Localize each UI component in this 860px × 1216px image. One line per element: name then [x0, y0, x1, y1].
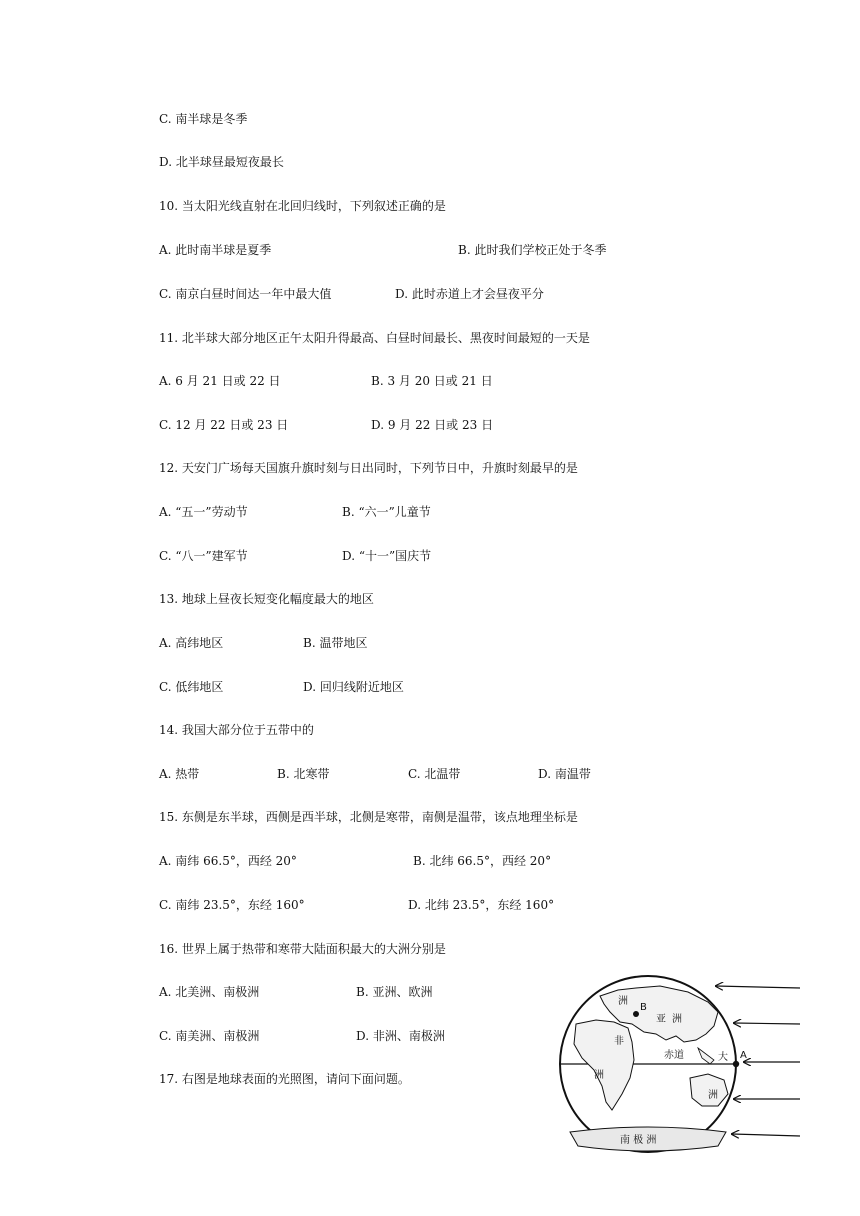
label-asia-2: 洲 [672, 1014, 682, 1025]
q11-option-c: C. 12 月 22 日或 23 日 [159, 418, 289, 432]
q12-stem: 12. 天安门广场每天国旗升旗时刻与日出同时，下列节日中，升旗时刻最早的是 [159, 461, 578, 475]
q11-option-a: A. 6 月 21 日或 22 日 [159, 374, 281, 388]
q13-stem: 13. 地球上昼夜长短变化幅度最大的地区 [159, 592, 374, 606]
q10-option-d: D. 此时赤道上才会昼夜平分 [395, 287, 544, 301]
q16-option-d: D. 非洲、南极洲 [356, 1029, 445, 1043]
q16-stem: 16. 世界上属于热带和寒带大陆面积最大的大洲分别是 [159, 942, 446, 956]
q13-option-d: D. 回归线附近地区 [303, 680, 404, 694]
label-africa-2: 洲 [594, 1070, 604, 1081]
q10-option-c: C. 南京白昼时间达一年中最大值 [159, 287, 332, 301]
q16-option-a: A. 北美洲、南极洲 [159, 985, 260, 999]
q15-option-a: A. 南纬 66.5°，西经 20° [159, 854, 297, 868]
q9-option-d: D. 北半球昼最短夜最长 [159, 155, 284, 169]
earth-illumination-figure [548, 962, 810, 1162]
q15-option-b: B. 北纬 66.5°，西经 20° [413, 854, 552, 868]
q10-stem: 10. 当太阳光线直射在北回归线时，下列叙述正确的是 [159, 199, 446, 213]
q12-option-b: B. “六一”儿童节 [342, 505, 431, 519]
label-africa-1: 非 [614, 1036, 624, 1047]
q15-option-c: C. 南纬 23.5°，东经 160° [159, 898, 305, 912]
q13-option-b: B. 温带地区 [303, 636, 368, 650]
q14-option-a: A. 热带 [159, 767, 200, 781]
q11-option-b: B. 3 月 20 日或 21 日 [371, 374, 493, 388]
q12-option-d: D. “十一”国庆节 [342, 549, 432, 563]
point-b-marker [633, 1011, 639, 1017]
q14-option-b: B. 北寒带 [277, 767, 330, 781]
label-europe: 洲 [618, 996, 628, 1007]
label-point-a: A [740, 1050, 747, 1061]
q13-option-c: C. 低纬地区 [159, 680, 224, 694]
q12-option-a: A. “五一”劳动节 [159, 505, 248, 519]
q10-option-a: A. 此时南半球是夏季 [159, 243, 272, 257]
q9-option-c: C. 南半球是冬季 [159, 112, 248, 126]
point-a-marker [733, 1061, 739, 1067]
label-equator: 赤道 [664, 1050, 684, 1061]
earth-illumination-diagram [548, 962, 810, 1162]
q11-option-d: D. 9 月 22 日或 23 日 [371, 418, 494, 432]
q12-option-c: C. “八一”建军节 [159, 549, 248, 563]
label-antarctica: 南 极 洲 [620, 1135, 657, 1146]
q15-option-d: D. 北纬 23.5°，东经 160° [408, 898, 555, 912]
label-oceania-1: 大 [718, 1052, 728, 1063]
q15-stem: 15. 东侧是东半球，西侧是西半球，北侧是寒带，南侧是温带，该点地理坐标是 [159, 810, 578, 824]
label-point-b: B [640, 1002, 647, 1013]
label-oceania-2: 洲 [708, 1090, 718, 1101]
q16-option-b: B. 亚洲、欧洲 [356, 985, 433, 999]
sun-ray-1 [716, 986, 800, 988]
sun-ray-5 [732, 1134, 800, 1136]
q17-stem: 17. 右图是地球表面的光照图，请问下面问题。 [159, 1072, 410, 1086]
q14-option-c: C. 北温带 [408, 767, 461, 781]
q16-option-c: C. 南美洲、南极洲 [159, 1029, 260, 1043]
sun-ray-2 [734, 1023, 800, 1024]
q14-option-d: D. 南温带 [538, 767, 591, 781]
q13-option-a: A. 高纬地区 [159, 636, 224, 650]
q14-stem: 14. 我国大部分位于五带中的 [159, 723, 314, 737]
q11-stem: 11. 北半球大部分地区正午太阳升得最高、白昼时间最长、黑夜时间最短的一天是 [159, 331, 590, 345]
q10-option-b: B. 此时我们学校正处于冬季 [458, 243, 607, 257]
label-asia-1: 亚 [656, 1014, 666, 1025]
